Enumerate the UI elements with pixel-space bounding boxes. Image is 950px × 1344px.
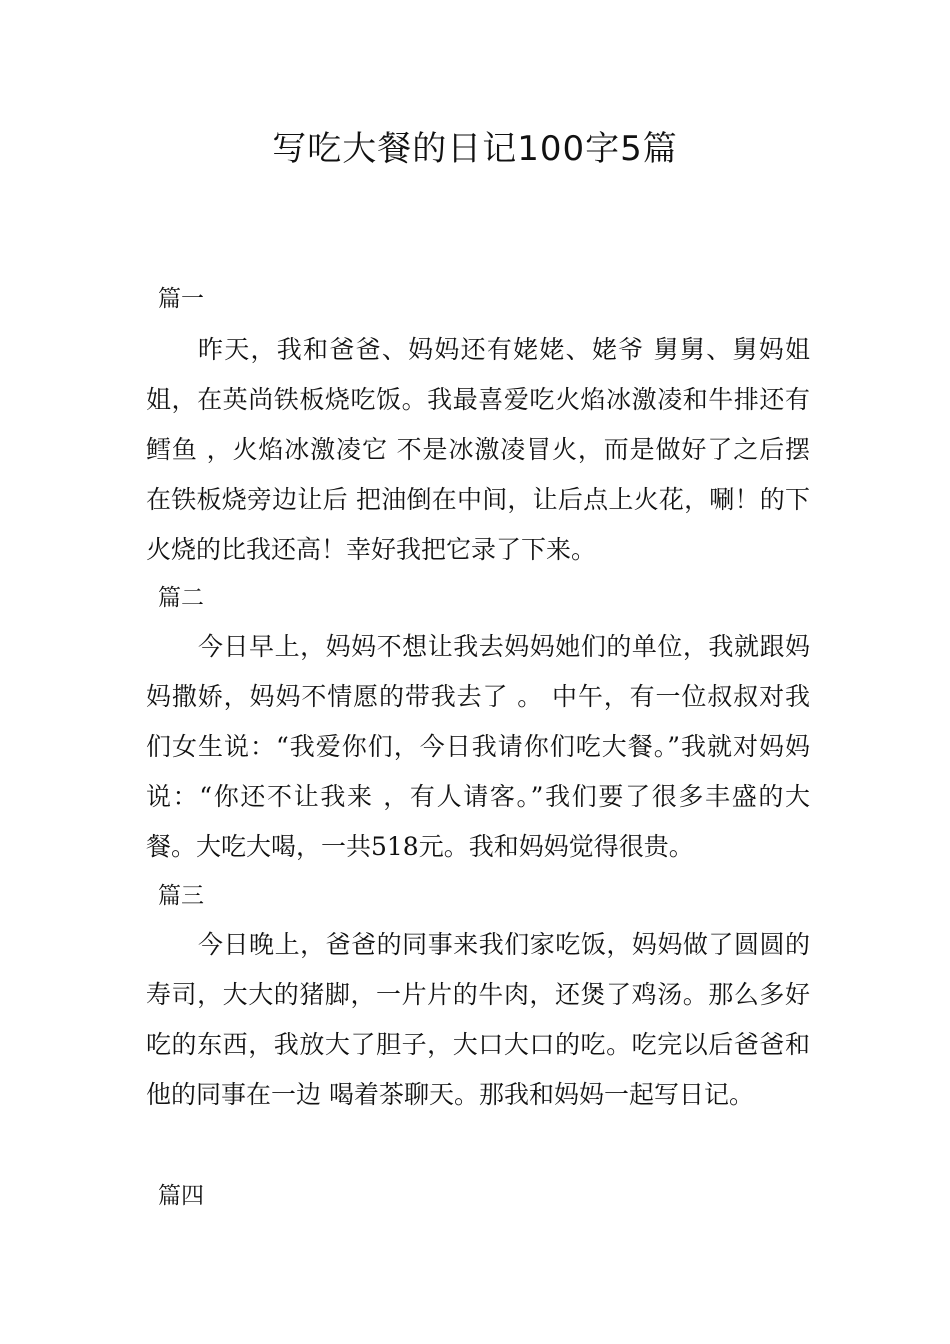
section-heading-1: 篇一 [158, 286, 204, 312]
document-title: 写吃大餐的日记100字5篇 [272, 129, 678, 169]
section-paragraph-2: 今日早上，妈妈不想让我去妈妈她们的单位，我就跟妈妈撒娇，妈妈不情愿的带我去了 。 中午，有一位叔叔对我们女生说：“我爱你们，今日我请你们吃大餐。”我就对妈妈说：“你还不让我来 ，有人请客。”我们要了很多丰盛的大餐。大吃大喝，一共518元。我和妈妈觉得很贵。 [146, 632, 810, 861]
section-heading-3: 篇三 [158, 883, 204, 909]
section-heading-4: 篇四 [158, 1183, 204, 1209]
section-paragraph-3: 今日晚上，爸爸的同事来我们家吃饭，妈妈做了圆圆的寿司，大大的猪脚，一片片的牛肉，还煲了鸡汤。那么多好吃的东西，我放大了胆子，大口大口的吃。吃完以后爸爸和他的同事在一边 喝着茶聊天。那我和妈妈一起写日记。 [146, 930, 810, 1109]
section-heading-2: 篇二 [158, 585, 204, 611]
section-paragraph-1: 昨天，我和爸爸、妈妈还有姥姥、姥爷 舅舅、舅妈姐姐，在英尚铁板烧吃饭。我最喜爱吃火焰冰激凌和牛排还有鳕鱼 ，火焰冰激凌它 不是冰激凌冒火，而是做好了之后摆在铁板烧旁边让后 把油倒在中间，让后点上火花，唰！的下火烧的比我还高！幸好我把它录了下来。 [146, 335, 810, 564]
